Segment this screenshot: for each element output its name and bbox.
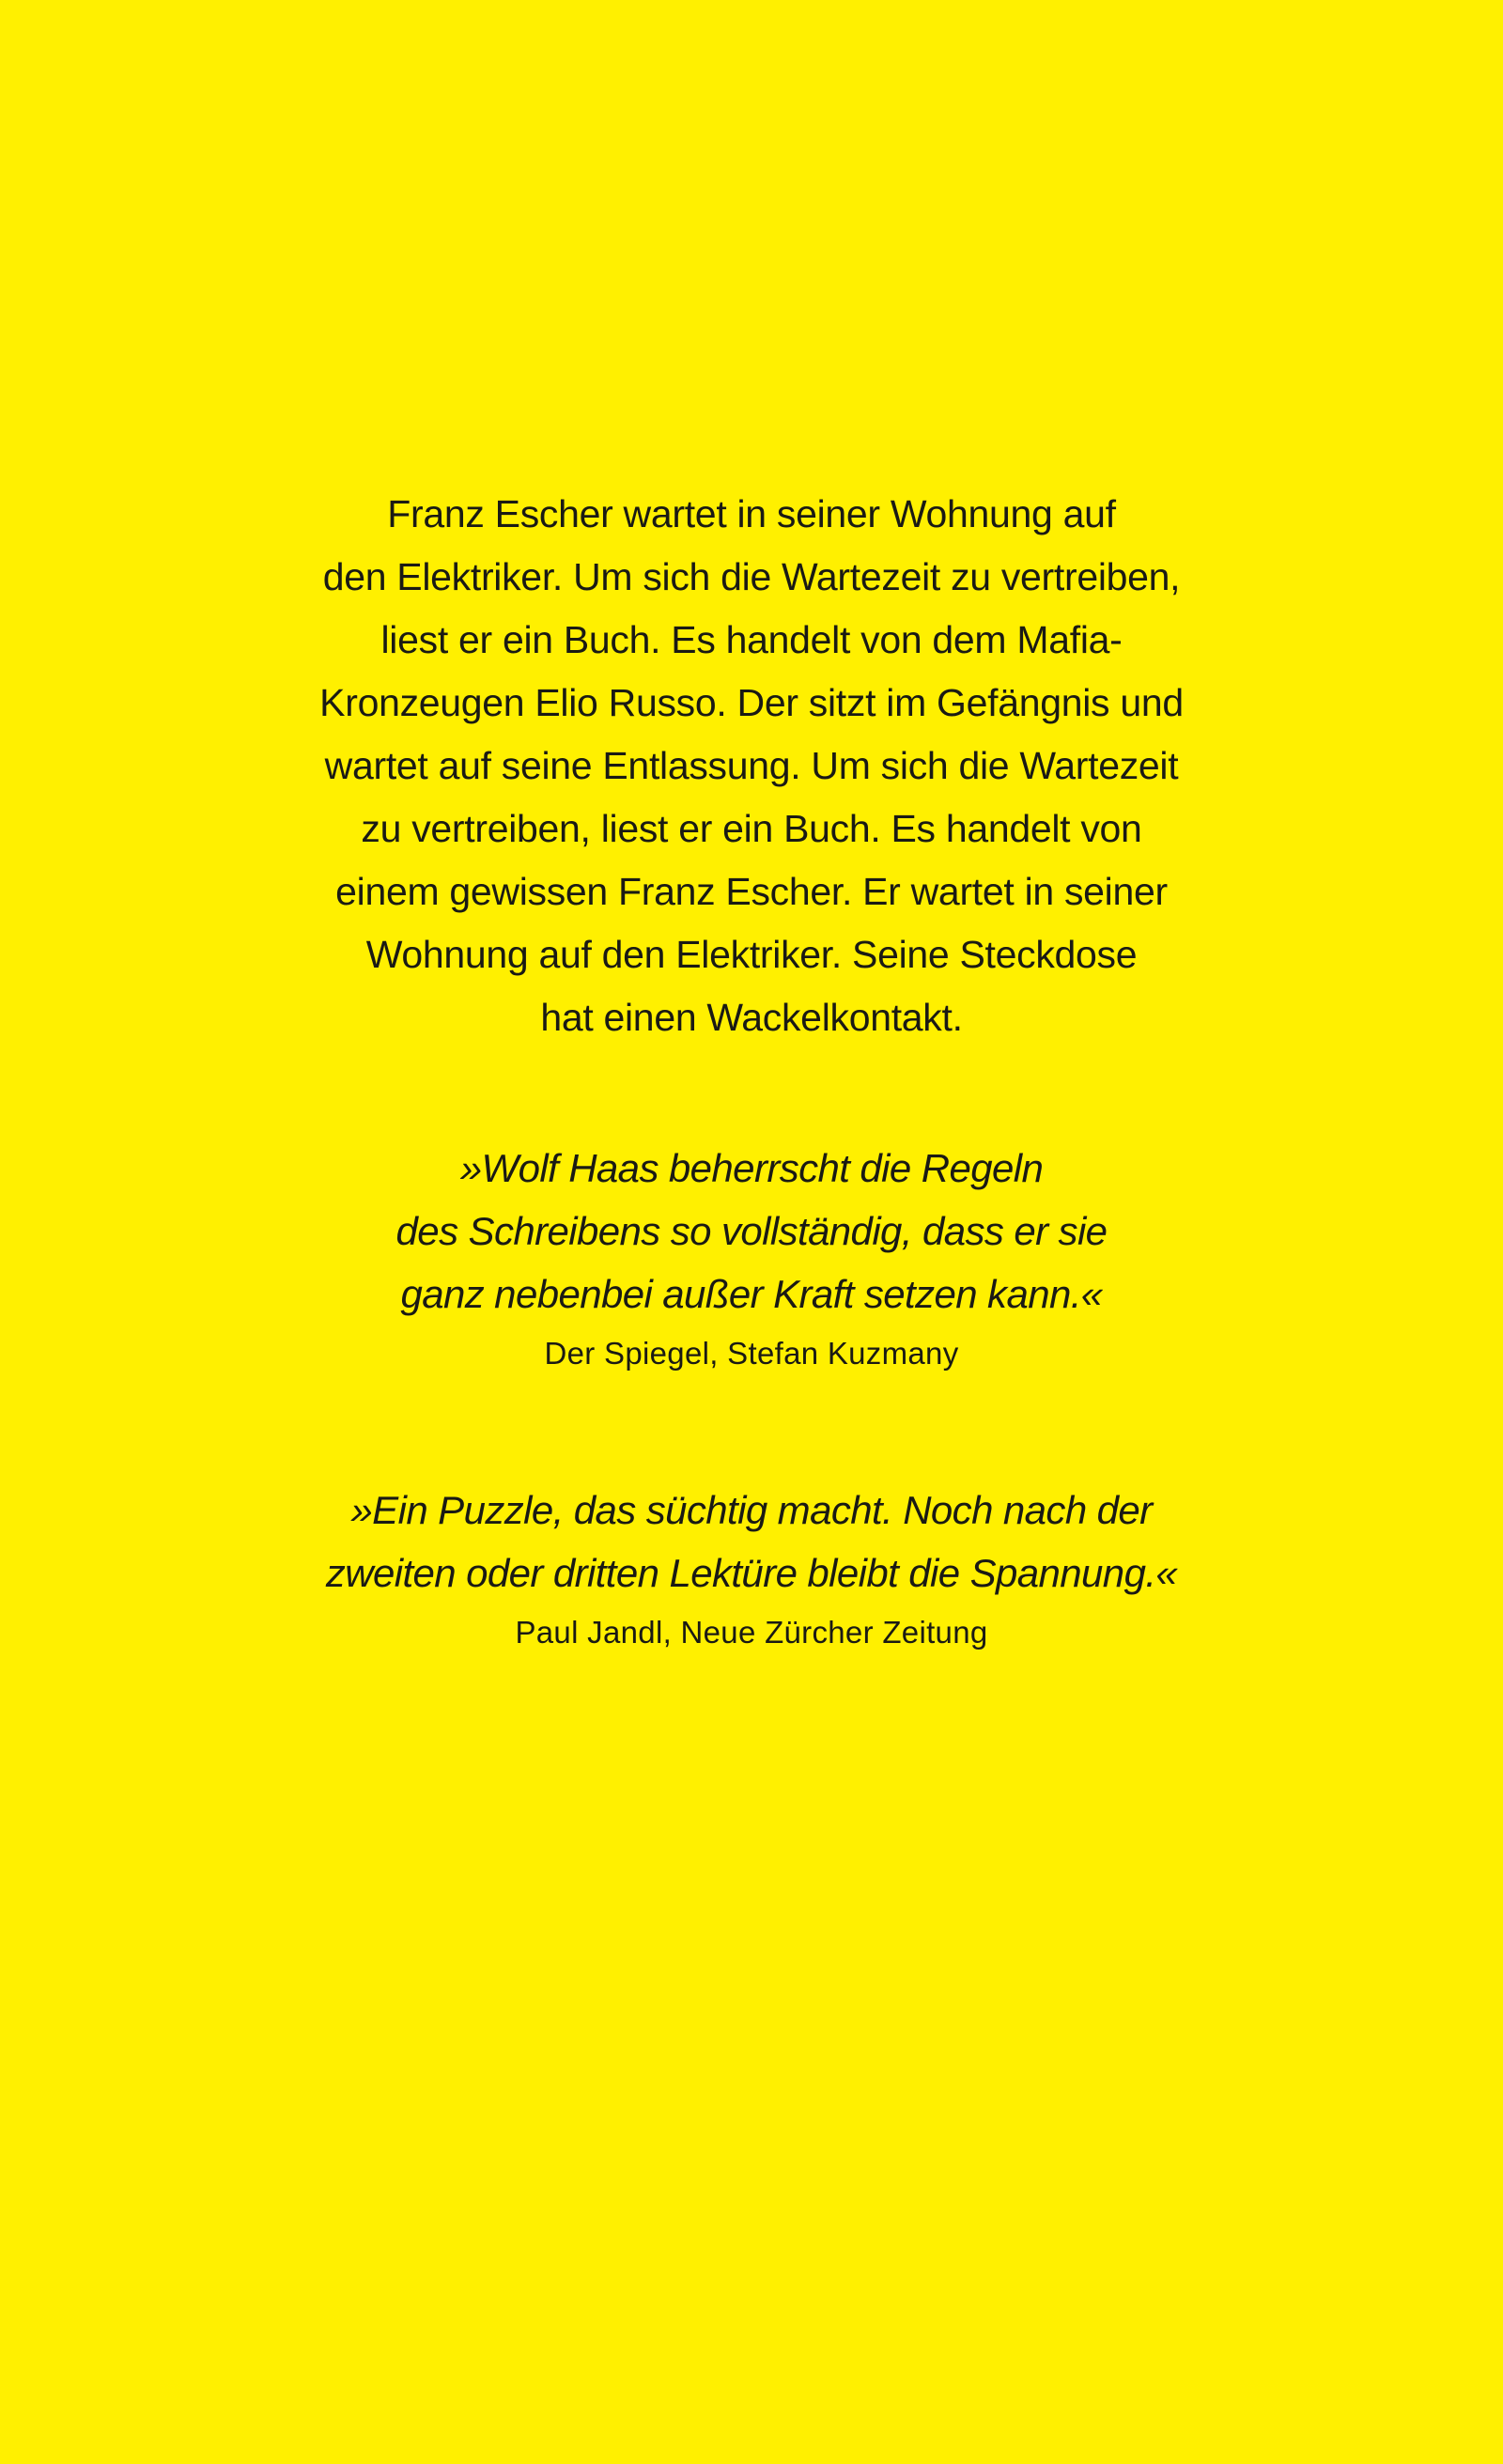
press-quote-spiegel <box>0 1137 1503 1376</box>
quote-line: ganz nebenbei außer Kraft setzen kann.« <box>400 1272 1103 1316</box>
quote-source: Der Spiegel, Stefan Kuzmany <box>544 1336 959 1371</box>
quote-line: zweiten oder dritten Lektüre bleibt die Spannung.« <box>325 1551 1178 1595</box>
quote-line: »Wolf Haas beherrscht die Regeln <box>459 1146 1044 1190</box>
quote-line: »Ein Puzzle, das süchtig macht. Noch nach der <box>350 1488 1153 1532</box>
blurb-line: wartet auf seine Entlassung. Um sich die Wartezeit <box>324 744 1179 787</box>
blurb-line: Wohnung auf den Elektriker. Seine Steckdose <box>365 933 1138 976</box>
blurb-line: den Elektriker. Um sich die Wartezeit zu vertreiben, <box>322 555 1181 598</box>
blurb-line: hat einen Wackelkontakt. <box>540 996 963 1039</box>
blurb-line: zu vertreiben, liest er ein Buch. Es handelt von <box>361 807 1142 850</box>
quote-line: des Schreibens so vollständig, dass er sie <box>395 1209 1108 1253</box>
blurb-line: liest er ein Buch. Es handelt von dem Mafia- <box>380 618 1123 661</box>
blurb-line: einem gewissen Franz Escher. Er wartet in seiner <box>335 870 1168 913</box>
blurb-text <box>0 483 1503 1049</box>
blurb-line: Kronzeugen Elio Russo. Der sitzt im Gefängnis und <box>319 681 1184 724</box>
press-quote-nzz <box>0 1479 1503 1655</box>
quote-source: Paul Jandl, Neue Zürcher Zeitung <box>515 1615 988 1650</box>
blurb-line: Franz Escher wartet in seiner Wohnung auf <box>387 492 1116 535</box>
